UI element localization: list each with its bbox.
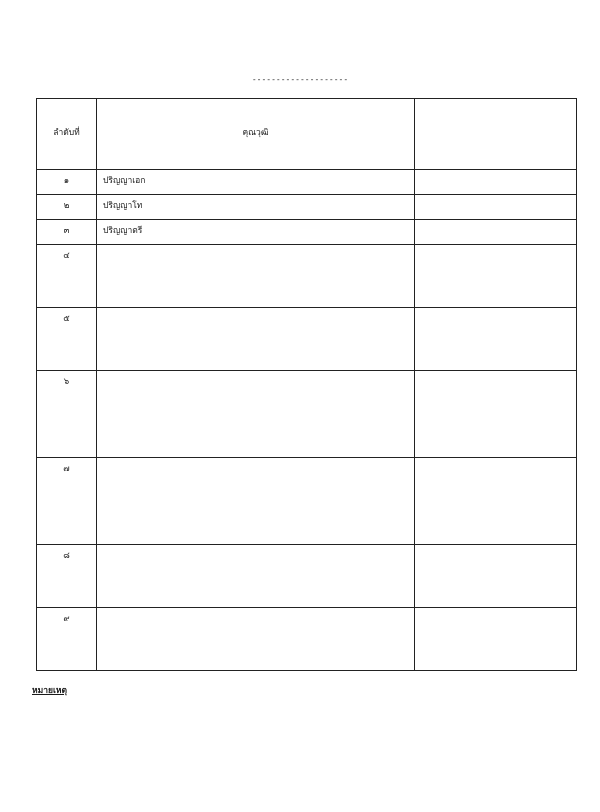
title-divider: -------------------- bbox=[251, 75, 349, 84]
header-qualification: คุณวุฒิ bbox=[97, 98, 415, 169]
row-number: ๔ bbox=[37, 244, 97, 307]
row-salary bbox=[415, 607, 577, 670]
table-row bbox=[37, 607, 577, 670]
table-row bbox=[37, 544, 577, 607]
remarks-text bbox=[86, 685, 570, 745]
row-number: ๙ bbox=[37, 607, 97, 670]
table-row bbox=[37, 370, 577, 457]
row-number: ๒ bbox=[37, 194, 97, 219]
salary-rate-table bbox=[36, 98, 577, 671]
table-header-row bbox=[37, 98, 577, 169]
row-number: ๕ bbox=[37, 307, 97, 370]
row-salary bbox=[415, 244, 577, 307]
table-row bbox=[37, 307, 577, 370]
row-qualification bbox=[97, 607, 415, 670]
row-qualification: ปริญญาเอก bbox=[97, 169, 415, 194]
row-qualification bbox=[97, 370, 415, 457]
header-salary bbox=[415, 98, 577, 169]
table-row bbox=[37, 244, 577, 307]
row-number: ๖ bbox=[37, 370, 97, 457]
row-qualification: ปริญญาโท bbox=[97, 194, 415, 219]
row-salary bbox=[415, 169, 577, 194]
row-salary bbox=[415, 370, 577, 457]
row-salary bbox=[415, 544, 577, 607]
row-number: ๑ bbox=[37, 169, 97, 194]
document-title bbox=[30, 40, 570, 70]
row-salary bbox=[415, 219, 577, 244]
row-number: ๓ bbox=[37, 219, 97, 244]
row-qualification bbox=[97, 457, 415, 544]
row-salary bbox=[415, 457, 577, 544]
row-salary bbox=[415, 194, 577, 219]
row-qualification bbox=[97, 244, 415, 307]
row-salary bbox=[415, 307, 577, 370]
table-row bbox=[37, 219, 577, 244]
row-qualification bbox=[97, 307, 415, 370]
row-qualification: ปริญญาตรี bbox=[97, 219, 415, 244]
table-row bbox=[37, 169, 577, 194]
row-qualification bbox=[97, 544, 415, 607]
row-number: ๗ bbox=[37, 457, 97, 544]
header-no: ลำดับที่ bbox=[37, 98, 97, 169]
table-row bbox=[37, 457, 577, 544]
row-number: ๘ bbox=[37, 544, 97, 607]
table-row bbox=[37, 194, 577, 219]
remarks-label: หมายเหตุ bbox=[32, 685, 67, 696]
remarks-section bbox=[30, 685, 570, 745]
